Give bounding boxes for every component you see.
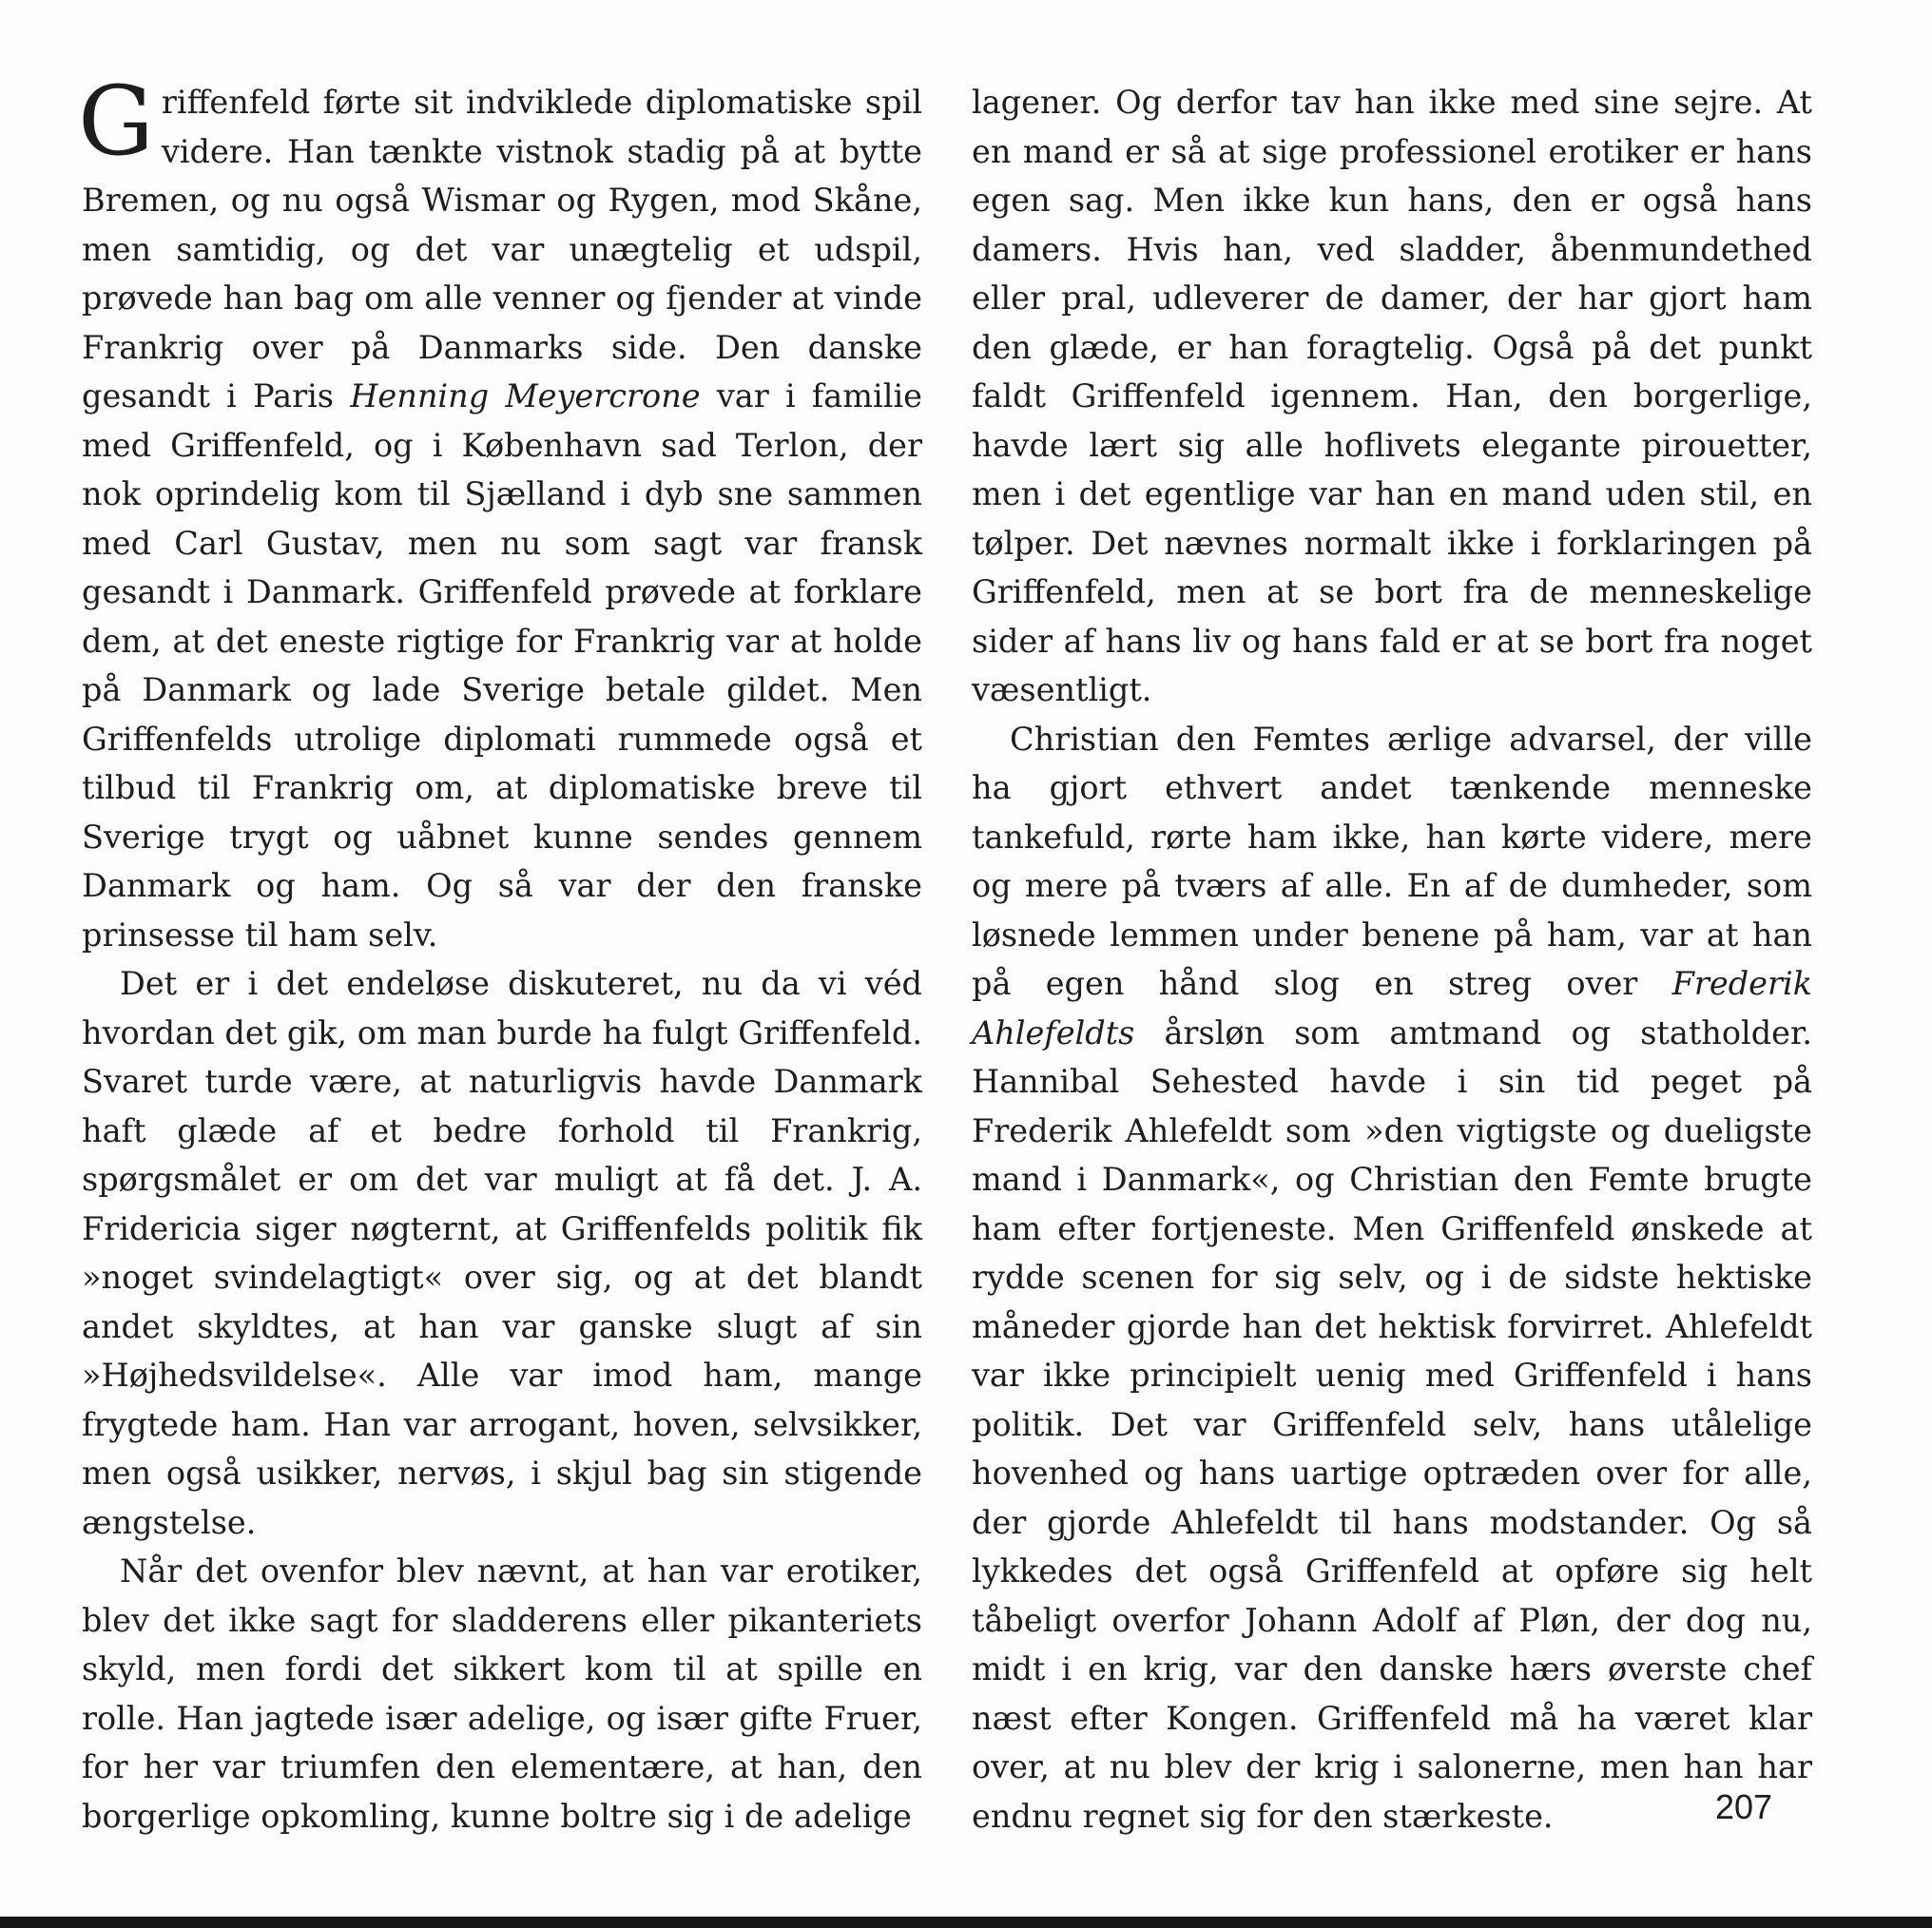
italic-name-meyercrone: Henning Meyercrone — [350, 377, 701, 415]
paragraph-4-text-b: årsløn som amtmand og statholder. Hannibal Sehested havde i sin tid peget på Frederik Ahlefeldt som »den vigtigste og dueligste mand i Danmark«, og Christian den Femte brugte ham efter fortjeneste. Men Griffenfeld ønskede at rydde scenen for sig selv, og i de sidste hektiske måneder gjorde han det hektisk forvirret. Ahlefeldt var ikke principielt uenig med Griffenfeld i hans politik. Det var Griffenfeld selv, hans utålelige hovenhed og hans uartige optræden over for alle, der gjorde Ahlefeldt til hans modstander. Og så lykkedes det også Griffenfeld at opføre sig helt tåbeligt overfor Johann Adolf af Pløn, der dog nu, midt i en krig, var den danske hærs øverste chef næst efter Kongen. Griffenfeld må ha været klar over, at nu blev der krig i salonerne, men han har endnu regnet sig for den stærkeste. — [972, 1013, 1812, 1835]
page-number: 207 — [1715, 1787, 1773, 1826]
paragraph-4-text-a: Christian den Femtes ærlige advarsel, der ville ha gjort ethvert andet tænkende menneske tankefuld, rørte ham ikke, han kørte videre, mere og mere på tværs af alle. En af de dumheder, som løsnede lemmen under benene på ham, var at han på egen hånd slog en streg over — [972, 720, 1812, 1002]
paragraph-3: Når det ovenfor blev nævnt, at han var erotiker, blev det ikke sagt for sladderens eller pikanteriets skyld, men fordi det sikkert kom til at spille en rolle. Han jagtede især adelige, og især gifte Fruer, for her var triumfen den elementære, at han, den borgerlige opkomling, kunne boltre sig i de adelige — [82, 1552, 922, 1835]
drop-cap: G — [78, 66, 154, 177]
paragraph-3-continued: lagener. Og derfor tav han ikke med sine sejre. At en mand er så at sige professionel erotiker er hans egen sag. Men ikke kun hans, den er også hans damers. Hvis han, ved sladder, åbenmundethed eller pral, udleverer de damer, der har gjort ham den glæde, er han foragtelig. Også på det punkt faldt Griffenfeld igennem. Han, den borgerlige, havde lært sig alle hoflivets elegante pirouetter, men i det egentlige var han en mand uden stil, en tølper. Det nævnes normalt ikke i forklaringen på Griffenfeld, men at se bort fra de menneskelige sider af hans liv og hans fald er at se bort fra noget væsentligt. — [972, 84, 1812, 708]
paragraph-4 — [972, 715, 1812, 1841]
paragraph-1-text-a: riffenfeld førte sit indviklede diplomatiske spil videre. Han tænkte vistnok stadig på at bytte Bremen, og nu også Wismar og Rygen, mod Skåne, men samtidig, og det var unægtelig et udspil, prøvede han bag om alle venner og fjender at vinde Frankrig over på Danmarks side. Den danske gesandt i Paris — [82, 84, 922, 415]
italic-name-ahlefeldt: Frederik Ahlefeldts — [972, 965, 1812, 1051]
paragraph-1-text-b: var i familie med Griffenfeld, og i København sad Terlon, der nok oprindelig kom til Sjælland i dyb sne sammen med Carl Gustav, men nu som sagt var fransk gesandt i Danmark. Griffenfeld prøvede at forklare dem, at det eneste rigtige for Frankrig var at holde på Danmark og lade Sverige betale gildet. Men Griffenfelds utrolige diplomati rummede også et tilbud til Frankrig om, at diplomatiske breve til Sverige trygt og uåbnet kunne sendes gennem Danmark og ham. Og så var der den franske prinsesse til ham selv. — [82, 377, 922, 954]
right-text-column — [972, 78, 1812, 1841]
paragraph-2: Det er i det endeløse diskuteret, nu da vi véd hvordan det gik, om man burde ha fulgt Griffenfeld. Svaret turde være, at naturligvis havde Danmark haft glæde af et bedre forhold til Frankrig, spørgsmålet er om det var muligt at få det. J. A. Fridericia siger nøgternt, at Griffenfelds politik fik »noget svindelagtigt« over sig, og at det blandt andet skyldtes, at han var ganske slugt af sin »Højhedsvildelse«. Alle var imod ham, mange frygtede ham. Han var arrogant, hoven, selvsikker, men også usikker, nervøs, i skjul bag sin stigende ængstelse. — [82, 965, 922, 1541]
left-text-column — [78, 66, 922, 1841]
page-bottom-edge — [0, 1917, 1932, 1928]
paragraph-1 — [78, 66, 922, 959]
